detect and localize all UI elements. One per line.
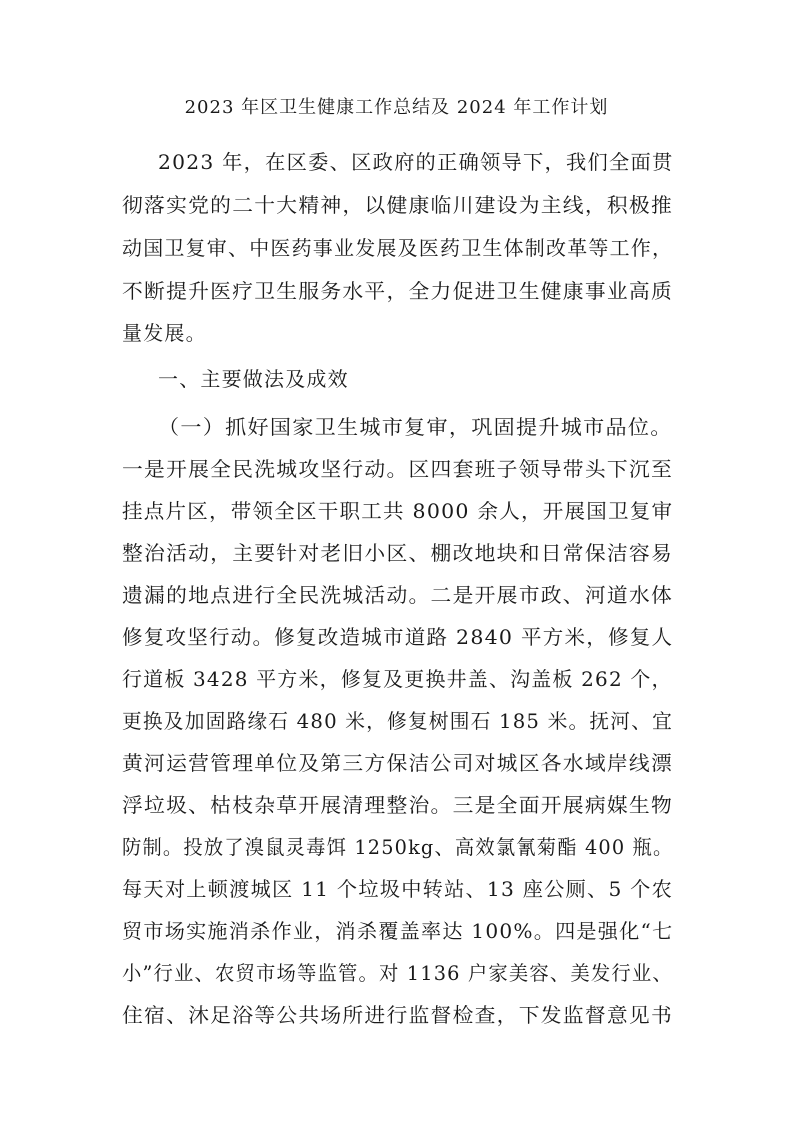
text-line: 彻落实党的二十大精神，以健康临川建设为主线，积极推 [122, 193, 673, 217]
text-line: 更换及加固路缘石 480 米，修复树围石 185 米。抚河、宜 [122, 709, 673, 733]
text-line: 浮垃圾、枯枝杂草开展清理整治。三是全面开展病媒生物 [122, 793, 673, 817]
text-line: 小”行业、农贸市场等监管。对 1136 户家美容、美发行业、 [122, 961, 673, 985]
text-line: 不断提升医疗卫生服务水平，全力促进卫生健康事业高质 [122, 279, 673, 303]
text-line: 2023 年，在区委、区政府的正确领导下，我们全面贯 [158, 150, 674, 174]
text-line: 贸市场实施消杀作业，消杀覆盖率达 100%。四是强化“七 [122, 919, 674, 943]
text-line: 每天对上顿渡城区 11 个垃圾中转站、13 座公厕、5 个农 [122, 877, 674, 901]
section-heading: 一、主要做法及成效 [158, 367, 349, 391]
text-line: 遗漏的地点进行全民洗城活动。二是开展市政、河道水体 [122, 583, 673, 607]
text-line: 动国卫复审、中医药事业发展及医药卫生体制改革等工作， [122, 236, 674, 260]
text-line: 整治活动，主要针对老旧小区、棚改地块和日常保洁容易 [122, 541, 673, 565]
text-line: 行道板 3428 平方米，修复及更换井盖、沟盖板 262 个， [122, 667, 673, 691]
text-line: 一是开展全民洗城攻坚行动。区四套班子领导带头下沉至 [122, 457, 673, 481]
text-line: 黄河运营管理单位及第三方保洁公司对城区各水域岸线漂 [122, 751, 673, 775]
text-line: 量发展。 [122, 321, 207, 345]
text-line: 修复攻坚行动。修复改造城市道路 2840 平方米，修复人 [122, 625, 674, 649]
text-line: 挂点片区，带领全区干职工共 8000 余人，开展国卫复审 [122, 499, 674, 523]
text-line: 防制。投放了溴鼠灵毒饵 1250kg、高效氯氰菊酯 400 瓶。 [122, 835, 674, 859]
text-line: 住宿、沐足浴等公共场所进行监督检查，下发监督意见书 [122, 1003, 673, 1027]
subsection-heading: （一）抓好国家卫生城市复审，巩固提升城市品位。 [158, 415, 673, 439]
document-title: 2023 年区卫生健康工作总结及 2024 年工作计划 [184, 97, 609, 118]
